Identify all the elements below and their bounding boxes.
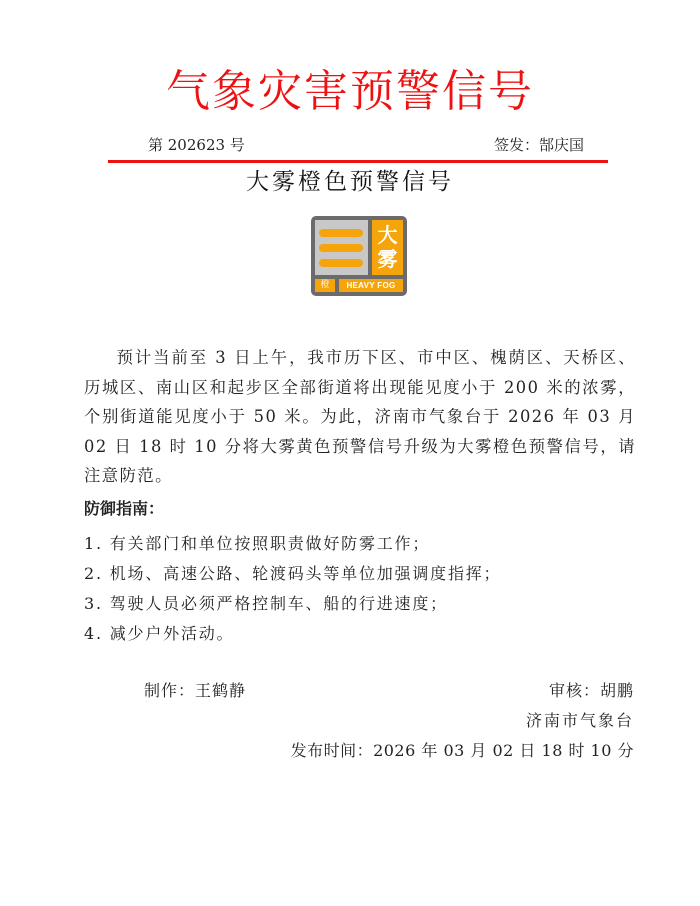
fog-bar-icon (319, 229, 363, 237)
signal-level-label: 橙 (315, 279, 335, 292)
reviewer: 审核：胡鹏 (548, 681, 634, 700)
issued-time: 发布时间：2026 年 03 月 02 日 18 时 10 分 (290, 741, 634, 760)
signal-en-label: HEAVY FOG (339, 279, 403, 292)
warning-paragraph: 预计当前至 3 日上午，我市历下区、市中区、槐荫区、天桥区、历城区、南山区和起步区全部街道将出现能见度小于 200 米的浓雾，个别街道能见度小于 50 米。为此，济南市气象台于 2026 年 03 月 02 日 18 时 10 分将大雾黄色预警信号升级为大雾橙色预警信号，请注意防范。 (84, 348, 636, 485)
guide-item: 3. 驾驶人员必须严格控制车、船的行进速度； (84, 594, 448, 613)
guide-item: 4. 减少户外活动。 (84, 624, 235, 643)
meta-row (148, 134, 584, 156)
heavy-fog-orange-icon (311, 216, 407, 296)
signal-title: 大雾橙色预警信号 (246, 169, 454, 195)
guide-item: 2. 机场、高速公路、轮渡码头等单位加强调度指挥； (84, 564, 502, 583)
organization: 济南市气象台 (525, 711, 634, 730)
guide-heading: 防御指南： (84, 499, 165, 518)
maker: 制作：王鹤静 (144, 681, 247, 700)
fog-bar-icon (319, 259, 363, 267)
signal-cn-label: 大雾 (372, 220, 403, 275)
guide-list (84, 529, 501, 649)
fog-bar-icon (319, 244, 363, 252)
document-title: 气象灾害预警信号 (166, 66, 534, 117)
red-divider (108, 160, 608, 163)
doc-number: 第 202623 号 (148, 136, 245, 154)
guide-item: 1. 有关部门和单位按照职责做好防雾工作； (84, 534, 431, 553)
signer: 签发：郜庆国 (493, 136, 584, 154)
